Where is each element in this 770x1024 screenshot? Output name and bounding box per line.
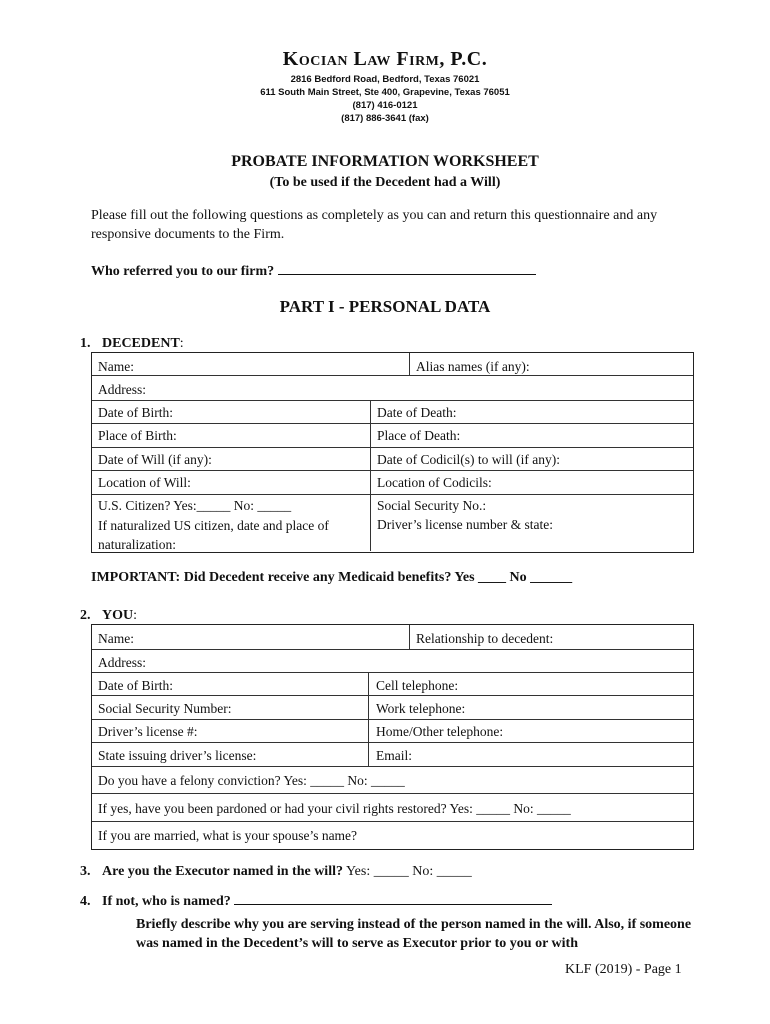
table-rule: [92, 400, 693, 401]
decedent-dod-field[interactable]: Date of Death:: [377, 405, 457, 420]
page-footer: KLF (2019) - Page 1: [565, 962, 682, 977]
document-subtitle: (To be used if the Decedent had a Will): [269, 175, 501, 190]
firm-name: Kocian Law Firm, P.C.: [282, 48, 488, 70]
decedent-name-field[interactable]: Name:: [98, 359, 134, 374]
table-rule: [92, 447, 693, 448]
decedent-codicil-date-field[interactable]: Date of Codicil(s) to will (if any):: [377, 452, 560, 467]
question-4-number: 4.: [80, 894, 91, 909]
decedent-naturalized-field-2: naturalization:: [98, 537, 176, 552]
referral-question: [91, 260, 536, 280]
firm-fax: (817) 886-3641 (fax): [341, 113, 429, 124]
you-heading: [80, 608, 137, 624]
question-4-text: If not, who is named?: [102, 894, 231, 909]
question-4-input-line[interactable]: [234, 890, 552, 905]
firm-address-1: 2816 Bedford Road, Bedford, Texas 76021: [290, 74, 480, 85]
table-divider: [409, 353, 410, 375]
decedent-address-field[interactable]: Address:: [98, 382, 146, 397]
table-rule: [92, 672, 693, 673]
decedent-heading-colon: :: [179, 336, 184, 351]
table-rule: [92, 719, 693, 720]
table-rule: [92, 695, 693, 696]
table-rule: [92, 649, 693, 650]
medicaid-question[interactable]: IMPORTANT: Did Decedent receive any Medicaid benefits? Yes ____ No ______: [91, 570, 573, 585]
table-divider: [370, 400, 371, 551]
brief-instructions: Briefly describe why you are serving instead of the person named in the will. Also, if someone was named in the Decedent’s will to serve as Executor prior to you or with: [136, 917, 692, 951]
decedent-number: 1.: [80, 336, 91, 351]
question-3: [80, 864, 472, 880]
you-home-phone-field[interactable]: Home/Other telephone:: [376, 724, 504, 739]
you-license-field[interactable]: Driver’s license #:: [98, 724, 198, 739]
table-rule: [92, 375, 693, 376]
decedent-codicil-location-field[interactable]: Location of Codicils:: [377, 475, 492, 490]
table-rule: [92, 793, 693, 794]
you-address-field[interactable]: Address:: [98, 655, 146, 670]
decedent-pob-field[interactable]: Place of Birth:: [98, 428, 177, 443]
question-3-text: Are you the Executor named in the will?: [102, 864, 343, 879]
you-number: 2.: [80, 608, 91, 623]
firm-address-2: 611 South Main Street, Ste 400, Grapevine, Texas 76051: [260, 87, 510, 98]
decedent-will-location-field[interactable]: Location of Will:: [98, 475, 191, 490]
document-title: PROBATE INFORMATION WORKSHEET: [231, 153, 539, 170]
you-license-state-field[interactable]: State issuing driver’s license:: [98, 748, 257, 763]
table-divider: [409, 625, 410, 649]
referral-label: Who referred you to our firm?: [91, 264, 275, 279]
decedent-citizen-field[interactable]: U.S. Citizen? Yes:_____ No: _____: [98, 498, 292, 513]
part-title: PART I - PERSONAL DATA: [279, 297, 491, 316]
decedent-heading: [80, 336, 184, 352]
decedent-pod-field[interactable]: Place of Death:: [377, 428, 461, 443]
decedent-will-date-field[interactable]: Date of Will (if any):: [98, 452, 212, 467]
you-cell-field[interactable]: Cell telephone:: [376, 678, 459, 693]
table-divider: [368, 672, 369, 766]
table-rule: [92, 423, 693, 424]
decedent-ssn-field[interactable]: Social Security No.:: [377, 498, 487, 513]
question-4: [80, 890, 552, 910]
table-rule: [92, 742, 693, 743]
decedent-license-field[interactable]: Driver’s license number & state:: [377, 517, 553, 532]
you-email-field[interactable]: Email:: [376, 748, 412, 763]
table-rule: [92, 821, 693, 822]
table-rule: [92, 494, 693, 495]
question-3-answer[interactable]: Yes: _____ No: _____: [342, 864, 472, 879]
decedent-alias-field[interactable]: Alias names (if any):: [416, 359, 530, 374]
firm-phone: (817) 416-0121: [352, 100, 418, 111]
question-3-number: 3.: [80, 864, 91, 879]
you-heading-colon: :: [133, 608, 138, 623]
intro-paragraph: Please fill out the following questions as completely as you can and return this questionnaire and any responsive documents to the Firm.: [91, 208, 658, 242]
you-ssn-field[interactable]: Social Security Number:: [98, 701, 232, 716]
you-spouse-field[interactable]: If you are married, what is your spouse’s name?: [98, 828, 358, 843]
you-heading-text: YOU: [102, 608, 134, 623]
you-work-phone-field[interactable]: Work telephone:: [376, 701, 466, 716]
you-name-field[interactable]: Name:: [98, 631, 134, 646]
you-dob-field[interactable]: Date of Birth:: [98, 678, 173, 693]
you-relationship-field[interactable]: Relationship to decedent:: [416, 631, 554, 646]
you-felony-field[interactable]: Do you have a felony conviction? Yes: _____ No: _____: [98, 773, 405, 788]
decedent-naturalized-field[interactable]: If naturalized US citizen, date and place of: [98, 518, 329, 533]
referral-input-line[interactable]: [278, 260, 536, 275]
decedent-dob-field[interactable]: Date of Birth:: [98, 405, 173, 420]
table-rule: [92, 766, 693, 767]
you-pardon-field[interactable]: If yes, have you been pardoned or had your civil rights restored? Yes: _____ No: _____: [98, 801, 571, 816]
decedent-heading-text: DECEDENT: [102, 336, 180, 351]
table-rule: [92, 470, 693, 471]
